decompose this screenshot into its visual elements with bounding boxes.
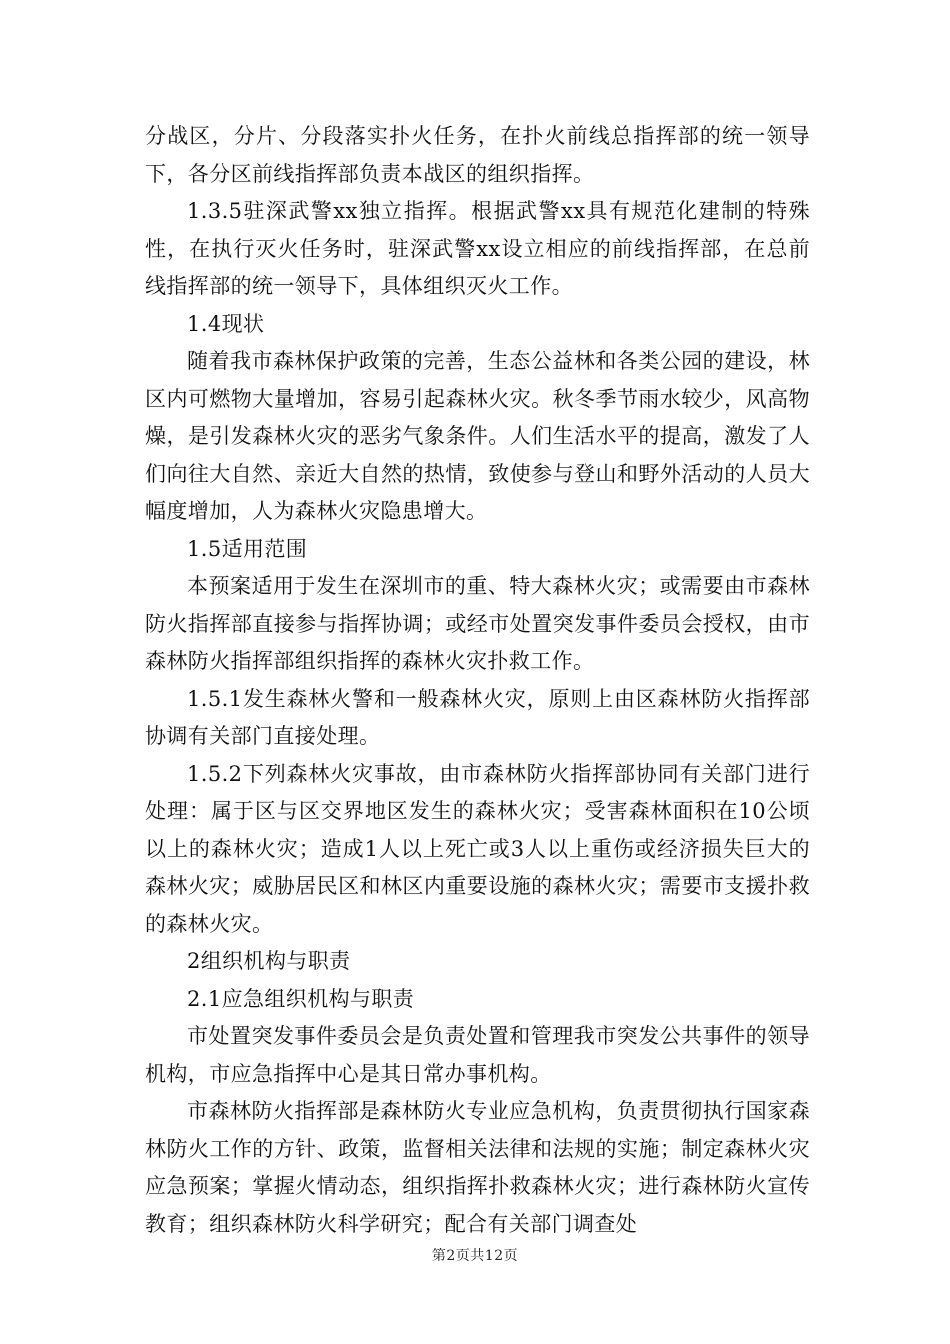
paragraph-status: 随着我市森林保护政策的完善，生态公益林和各类公园的建设，林区内可燃物大量增加，容易引起森林火灾。秋冬季节雨水较少，风高物燥，是引发森林火灾的恶劣气象条件。人们生活水平的提高，激发了人们向往大自然、亲近大自然的热情，致使参与登山和野外活动的人员大幅度增加，人为森林火灾隐患增大。 bbox=[145, 349, 810, 523]
paragraph-continued: 分战区，分片、分段落实扑火任务，在扑火前线总指挥部的统一领导下，各分区前线指挥部负责本战区的组织指挥。 bbox=[145, 124, 810, 186]
paragraph-1-3-5: 1.3.5驻深武警xx独立指挥。根据武警xx具有规范化建制的特殊性，在执行灭火任务时，驻深武警xx设立相应的前线指挥部，在总前线指挥部的统一领导下，具体组织灭火工作。 bbox=[145, 199, 810, 298]
paragraph-committee: 市处置突发事件委员会是负责处置和管理我市突发公共事件的领导机构，市应急指挥中心是其日常办事机构。 bbox=[145, 1024, 810, 1086]
heading-1-5: 1.5适用范围 bbox=[187, 536, 308, 561]
heading-2: 2组织机构与职责 bbox=[187, 949, 351, 973]
document-body bbox=[145, 118, 810, 1243]
paragraph-1-5-2: 1.5.2下列森林火灾事故，由市森林防火指挥部协同有关部门进行处理：属于区与区交界地区发生的森林火灾；受害森林面积在10公顷以上的森林火灾；造成1人以上死亡或3人以上重伤或经济损失巨大的森林火灾；威胁居民区和林区内重要设施的森林火灾；需要市支援扑救的森林火灾。 bbox=[145, 761, 810, 936]
paragraph-scope: 本预案适用于发生在深圳市的重、特大森林火灾；或需要由市森林防火指挥部直接参与指挥协调；或经市处置突发事件委员会授权，由市森林防火指挥部组织指挥的森林火灾扑救工作。 bbox=[145, 574, 810, 673]
paragraph-fire-command: 市森林防火指挥部是森林防火专业应急机构，负责贯彻执行国家森林防火工作的方针、政策，监督相关法律和法规的实施；制定森林火灾应急预案；掌握火情动态，组织指挥扑救森林火灾；进行森林防火宣传教育；组织森林防火科学研究；配合有关部门调查处 bbox=[145, 1099, 810, 1236]
heading-1-4: 1.4现状 bbox=[187, 311, 265, 336]
page-number-footer: 第2页共12页 bbox=[431, 1248, 519, 1264]
heading-2-1: 2.1应急组织机构与职责 bbox=[187, 986, 415, 1011]
paragraph-1-5-1: 1.5.1发生森林火警和一般森林火灾，原则上由区森林防火指挥部协调有关部门直接处理。 bbox=[145, 686, 810, 748]
